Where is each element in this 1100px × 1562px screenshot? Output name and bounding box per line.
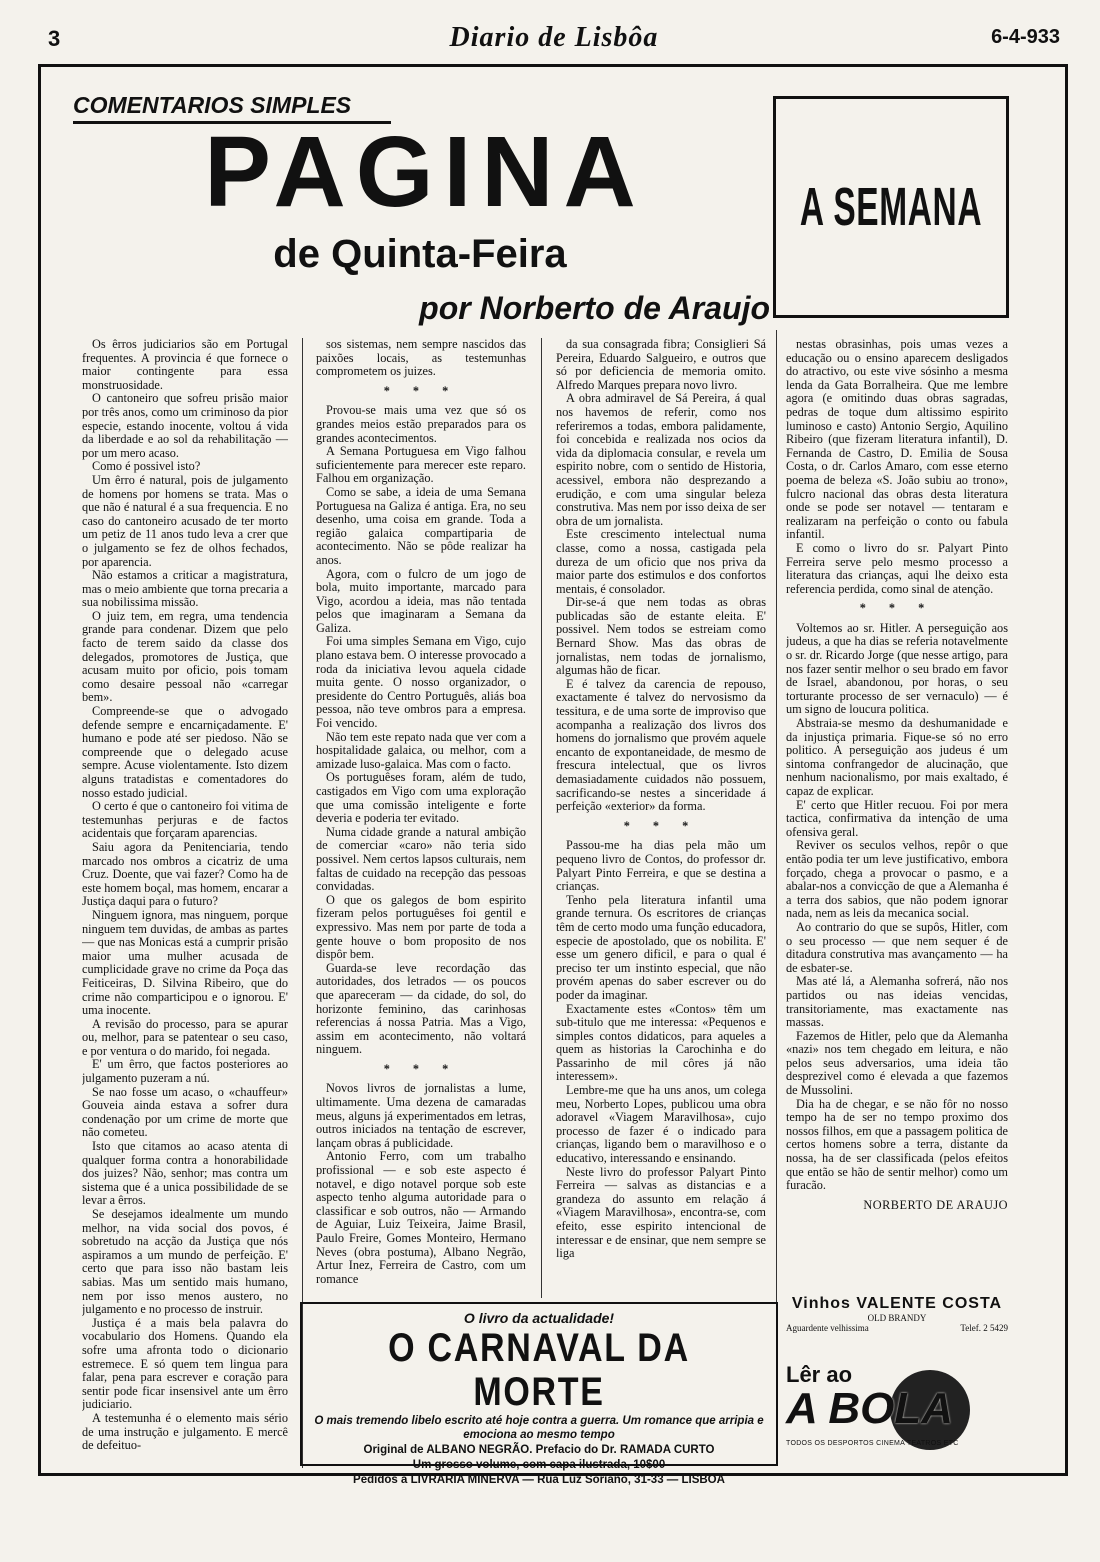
paragraph: Tenho pela literatura infantil uma grande ternura. Os escritores de crianças têm de certo modo uma função educadora, especie de apostolado, que os nobilita. E' esse um genero dificil, e para o qual é preciso ter um instinto especial, que não provém apenas do saber escrever ou do poder da imaginar. — [556, 892, 766, 1002]
masthead — [48, 22, 1060, 56]
a-semana-box — [773, 96, 1009, 318]
paragraph: Voltemos ao sr. Hitler. A perseguição aos judeus, a que ha dias se referia notavelmente o sr. dr. Ricardo Jorge (que nesse artigo, para nos fazer sentir melhor o seu brado em favor de Israel, abandonou, por horas, o seu torturante processo de ser vernaculo) — é um signo de loucura politica. — [786, 620, 1008, 717]
paragraph: Exactamente estes «Contos» têm um sub-titulo que me interessa: «Pequenos e simples contos didaticos, para aqueles a quem as historias la Carochinha e do Passarinho de mil côres já não interessem». — [556, 1001, 766, 1084]
book-ad-author: Original de ALBANO NEGRÃO. Prefacio do Dr. RAMADA CURTO — [363, 1443, 715, 1456]
paragraph: Abstraia-se mesmo da deshumanidade e da injustiça primaria. Fique-se só no erro politico. A perseguição aos judeus é um sintoma confrangedor de alucinação, que nenhum nacionalismo, por mais exaltado, é capaz de explicar. — [786, 716, 1008, 798]
book-ad-price: Um grosso volume, com capa ilustrada, 10$00 — [412, 1458, 666, 1471]
byline: por Norberto de Araujo — [419, 290, 770, 326]
section-divider: * * * — [859, 601, 935, 616]
paragraph: Ninguem ignora, mas ninguem, porque ninguem tem duvidas, de ambas as partes — que nas Monicas está a cumprir prisão maior uma mulher acusada de cumplicidade grave no crime da Poça das Feiticeiras, D. Silvina Ribeiro, que do crime não comparticipou e o ignorou. E' uma inocente. — [82, 907, 288, 1018]
paragraph: Se desejamos idealmente um mundo melhor, na vida social dos povos, é sobretudo na acção da Justiça que nós aspiramos a um mundo de perfeição. E' certo que para isso não bastam leis sabias. Mas um sentido mais humano, nem por isso menos austero, no julgamento e no processo de instruir. — [82, 1207, 288, 1317]
paragraph: O juiz tem, em regra, uma tendencia grande para condenar. Dizem que pelo facto de terem saido da classe dos delegados, promotores de Justiça, que acusam muito por oficio, pois tomam como desaire pessoal não «carregar bem». — [82, 608, 288, 705]
paragraph: Ao contrario do que se supôs, Hitler, com o seu processo — que nem sequer é de ditadura construtiva mas avançamento — ha de esbater-se. — [786, 919, 1008, 975]
paragraph: nestas obrasinhas, pois umas vezes a educação ou o ensino aparecem desligados do atractivo, ou este vive sósinho a mesma lenda da Gata Borralheira. Que me lembre agora (e omitindo duas obras sagradas, pedras de toque dum altissimo espirito luminoso e casto) Antonio Sergio, Aquilino Ribeiro (que fizeram literatura infantil), D. Fernanda de Castro, D. Emilia de Sousa Costa, o dr. Carlos Amaro, com esse eterno poema de beleza «S. João subiu ao trono», fulcro nacional das obras desta literatura onde se pode ser notavel — tentaram e realizaram na perfeição o conto ou fabula infantil. — [786, 338, 1008, 542]
section-divider: * * * — [383, 1061, 459, 1076]
paragraph: Lembre-me que ha uns anos, um colega meu, Norberto Lopes, publicou uma obra adoravel «Viagem Maravilhosa», cujo processo de fazer é o indicado para crianças, ligando bem o maravilhoso e o educativo, interessando e ensinando. — [556, 1083, 766, 1166]
paragraph: Passou-me ha dias pela mão um pequeno livro de Contos, do professor dr. Palyart Pinto Ferreira, e que se destina a crianças. — [556, 838, 766, 894]
paragraph: Mas até lá, a Alemanha sofrerá, não nos partidos ou nas ideias vencidas, transitoriamente, mas exactamente nas massas. — [786, 974, 1008, 1030]
paragraph: Compreende-se que o advogado defende sempre e encarniçadamente. E' humano e pode até ser piedoso. Não se compreende que o delegado acuse sempre. Acuse violentamente. Isto dizem alguns tratadistas e comentadores do nosso estado judicial. — [82, 704, 288, 800]
paragraph: Neste livro do professor Palyart Pinto Ferreira — salvas as distancias e a grandeza do assunto em relação á «Viagem Maravilhosa», encontra-se, com efeito, esse espirito intencional de interessar e de ensinar, que nem sempre se liga — [556, 1164, 766, 1261]
wine-description: Aguardente velhissima — [786, 1323, 869, 1333]
paragraph: Isto que citamos ao acaso atenta di qualquer forma contra a honorabilidade dos juizes? Não, senhor; mas contra um sistema que é a unica possibilidade de se levar a êrros. — [82, 1139, 288, 1208]
page-number: 3 — [48, 26, 61, 51]
paragraph: Os êrros judiciarios são em Portugal frequentes. A provincia é que fornece o maior contingente para essa monstruosidade. — [82, 338, 288, 392]
paragraph: Justiça é a mais bela palavra do vocabulario dos Homens. Quando ela sofre uma afronta todo o dicionario estremece. E só quem tem lingua para falar, pena para escrever e coração para sentir pode ficar insensivel ante um êrro judiciario. — [82, 1315, 288, 1412]
headline: PAGINA — [204, 116, 646, 228]
paragraph: Numa cidade grande a natural ambição de comerciar «caro» não teria sido possivel. Nem certos lapsos culturais, nem faltas de cuidado na recepção das pessoas convidadas. — [316, 824, 526, 894]
wine-product: OLD BRANDY — [867, 1313, 927, 1323]
section-divider: * * * — [383, 383, 459, 398]
paragraph: Antonio Ferro, com um trabalho profissional — e sob este aspecto é notavel, e digo notavel porque sob este aspecto tenho alguma autoridade para o classificar e sob outros, não — Armando de Aguiar, Luiz Teixeira, Jaime Brasil, Paulo Freire, Gomes Monteiro, Hermano Neves (obra postuma), Albano Negrão, Artur Inez, Ferreira de Castro, com um romance — [316, 1149, 526, 1286]
book-ad-title: O CARNAVAL DA MORTE — [388, 1326, 690, 1414]
paragraph: A obra admiravel de Sá Pereira, á qual nos havemos de referir, como nos referiremos a todas, embora palidamente, foi concebida e realizada nos ocios da vida da diplomacia consular, e revela um espirito nobre, com o sentido de Historia, acessivel, embora não desprezando a erudição, e com uma singular beleza construtiva. Mas nem por isso deixa de ser obra de um jornalista. — [556, 391, 766, 528]
article-column-1 — [82, 338, 288, 1465]
issue-date: 6-4-933 — [991, 26, 1060, 48]
column-rule — [302, 338, 303, 1468]
paragraph: Agora, com o fulcro de um jogo de bola, muito importante, marcado para Vigo, acordou a ideia, mas não tentada pelos que imaginaram a Semana da Galiza. — [316, 566, 526, 635]
paragraph: Guarda-se leve recordação das autoridades, dos letrados — os poucos que apareceram — da cidade, do sol, do horizonte feminino, das carinhosas referencias á nossa Patria. Mas a Vigo, assim em acontecimento, não voltará ninguem. — [316, 960, 526, 1057]
paragraph: Provou-se mais uma vez que só os grandes meios estão preparados para os grandes acontecimentos. — [316, 403, 526, 445]
column-rule — [541, 338, 542, 1298]
paragraph: O cantoneiro que sofreu prisão maior por três anos, como um criminoso da pior especie, estando inocente, voltou á vida da liberdade e ao sol da rehabilitação — por um mero acaso. — [82, 391, 288, 460]
section-divider: * * * — [623, 818, 699, 833]
paragraph: Novos livros de jornalistas a lume, ultimamente. Uma dezena de camaradas meus, alguns já experimentados em letras, outros iniciados na tentação de escrever, lançam obras á publicidade. — [316, 1081, 526, 1150]
wine-phone: Telef. 2 5429 — [960, 1323, 1008, 1333]
paragraph: A revisão do processo, para se apurar ou, melhor, para se patentear o seu caso, e por ventura o do marido, foi negada. — [82, 1016, 288, 1058]
paragraph: Reviver os seculos velhos, repôr o que então podia ter um leve justificativo, embora forçado, chega a provocar o pasmo, e a abalar-nos a convicção de que a Alemanha é a terra dos sabios, que não podem ignorar nada, nem as leis da mecanica social. — [786, 838, 1008, 921]
article-column-3 — [556, 338, 766, 1295]
paragraph: Os portuguêses foram, além de tudo, castigados em Vigo com uma exploração que uma comissão inteligente e forte deveria e poderia ter evitado. — [316, 770, 526, 826]
paragraph: O certo é que o cantoneiro foi vitima de testemunhas perjuras e de factos acidentais que forçaram aparencias. — [82, 799, 288, 841]
a-semana-title: A SEMANA — [799, 177, 983, 237]
paragraph: E' um êrro, que factos posteriores ao julgamento puzeram a nú. — [82, 1057, 288, 1086]
paragraph: da sua consagrada fibra; Consiglieri Sá Pereira, Eduardo Salgueiro, e outros que só por deficiencia de memoria omito. Alfredo Marques prepara novo livro. — [556, 338, 766, 392]
paragraph: Não estamos a criticar a magistratura, mas o meio ambiente que torna precaria a sua nobilissima missão. — [82, 568, 288, 610]
paragraph: O que os galegos de bom espirito fizeram pelos portuguêses foi gentil e expressivo. Mas nem por parte de toda a gente houve o bom proposito de nos dispôr bem. — [316, 892, 526, 962]
paragraph: Não tem este repato nada que ver com a hospitalidade galaica, ou melhor, com a amizade luso-galaica. Mas com o facto. — [316, 729, 526, 771]
book-ad-description: O mais tremendo libelo escrito até hoje contra a guerra. Um romance que arripia e emociona ao mesmo tempo — [314, 1415, 764, 1442]
newspaper-title: Diario de Lisbôa — [449, 22, 659, 53]
paragraph: sos sistemas, nem sempre nascidos das paixões locais, as testemunhas comprometem os juizes. — [316, 338, 526, 379]
wine-details — [786, 1323, 1008, 1333]
column-rule — [776, 330, 777, 1465]
paragraph: Saiu agora da Penitenciaria, tendo marcado nos ombros a cicatriz de uma Cruz. Doente, que vai fazer? Como ha de este homem boçal, mas homem, encarar a Justiça daqui para o futuro? — [82, 839, 288, 909]
paragraph: Como é possivel isto? — [92, 459, 201, 474]
wine-advertisement — [786, 1295, 1008, 1335]
paragraph: Fazemos de Hitler, pelo que da Alemanha «nazi» nos tem chegado em leitura, e não pelos seus adversarios, uma ideia tão desprezivel como é elevada a que fazemos de Mussolini. — [786, 1028, 1008, 1098]
paragraph: Este crescimento intelectual numa classe, como a nossa, castigada pela dureza de um oficio que nos priva da maior parte dos estimulos e dos confortos mentais, é consolador. — [556, 527, 766, 596]
section-kicker: COMENTARIOS SIMPLES — [73, 92, 391, 124]
paragraph: A testemunha é o elemento mais sério de uma instrução e julgamento. E mercê de defeituo- — [82, 1410, 288, 1453]
paragraph: E é talvez da carencia de repouso, exactamente é talvez do nervosismo da tessitura, e de uma sorte de improviso que acompanha a realização dos livros dos homens do jornalismo que provém aquele encanto de expontaneidade, de mesmo de frescura intelectual, que os livros demasiadamente cuidados não possuem, sacrificando-se nestes a sinceridade á perfeição «exterior» da forma. — [556, 676, 766, 814]
article-column-2 — [316, 338, 526, 1317]
a-bola-advertisement — [786, 1362, 1008, 1454]
paragraph: Como se sabe, a ideia de uma Semana Portuguesa na Galiza é antiga. Era, no seu desenho, uma coisa em grande. Toda a região galaica compartiparia de acontecimento. Não se pôde realizar ha anos. — [316, 484, 526, 567]
paragraph: Dir-se-á que nem todas as obras publicadas são de estante eleita. E' possivel. Nem todos se estreiam como Bernard Show. Mas das obras de jornalistas, nem todas de jornalismo, algumas hão de ficar. — [556, 595, 766, 678]
paragraph: A Semana Portuguesa em Vigo falhou suficientemente para merecer este reparo. Falhou em organização. — [316, 444, 526, 486]
paragraph: Um êrro é natural, pois de julgamento de homens por homens se trata. Mas o que não é natural é a sua frequencia. E no caso do cantoneiro acusado de ter morto um petiz de 11 anos tudo leva a crer que o julgamento se fez de olhos fechados, por aparencia. — [82, 472, 288, 569]
paragraph: Foi uma simples Semana em Vigo, cujo plano estava bem. O interesse provocado a roda da iniciativa levou aquela cidade muita gente. O nosso organizador, o presidente do Centro Português, aliás boa pessoa, não teve ombros para a empresa. Foi vencido. — [316, 634, 526, 731]
book-ad-kicker: O livro da actualidade! — [463, 1310, 615, 1326]
book-ad-orders: Pedidos á LIVRARIA MINERVA — Rua Luz Soriano, 31-33 — LISBOA — [353, 1473, 725, 1486]
article-column-4 — [786, 338, 1008, 1293]
paragraph: E' certo que Hitler recuou. Foi por mera tactica, confirmativa da intenção de uma ofensiva geral. — [786, 797, 1008, 839]
a-bola-title: A BOLA — [786, 1384, 954, 1433]
paragraph: Se nao fosse um acaso, o «chauffeur» Gouveia ainda estava a sofrer dura condenação por um crime de morte que não cometeu. — [82, 1084, 288, 1140]
book-advertisement — [300, 1302, 778, 1486]
subheadline: de Quinta-Feira — [273, 232, 567, 276]
paragraph: Dia ha de chegar, e se não fôr no nosso tempo ha de ser no tempo proximo dos nossos filhos, em que a passagem politica de certos homens sobre a terra, distante da nossa, ha de ser classificada (pelos efeitos que então se hão de sentir melhor) como um furacão. — [786, 1096, 1008, 1193]
author-signature: NORBERTO DE ARAUJO — [863, 1197, 1008, 1212]
column-4-body — [786, 338, 1008, 1193]
a-bola-prefix: Lêr ao — [786, 1362, 853, 1387]
paragraph: E como o livro do sr. Palyart Pinto Ferreira serve pelo mesmo processo a literatura das crianças, aqui lhe deixo esta referencia perdida, como sinal de atenção. — [786, 540, 1008, 596]
a-bola-tagline: TODOS OS DESPORTOS CINEMA TEATROS ETC — [786, 1440, 959, 1447]
wine-brand: Vinhos VALENTE COSTA — [791, 1295, 1003, 1312]
